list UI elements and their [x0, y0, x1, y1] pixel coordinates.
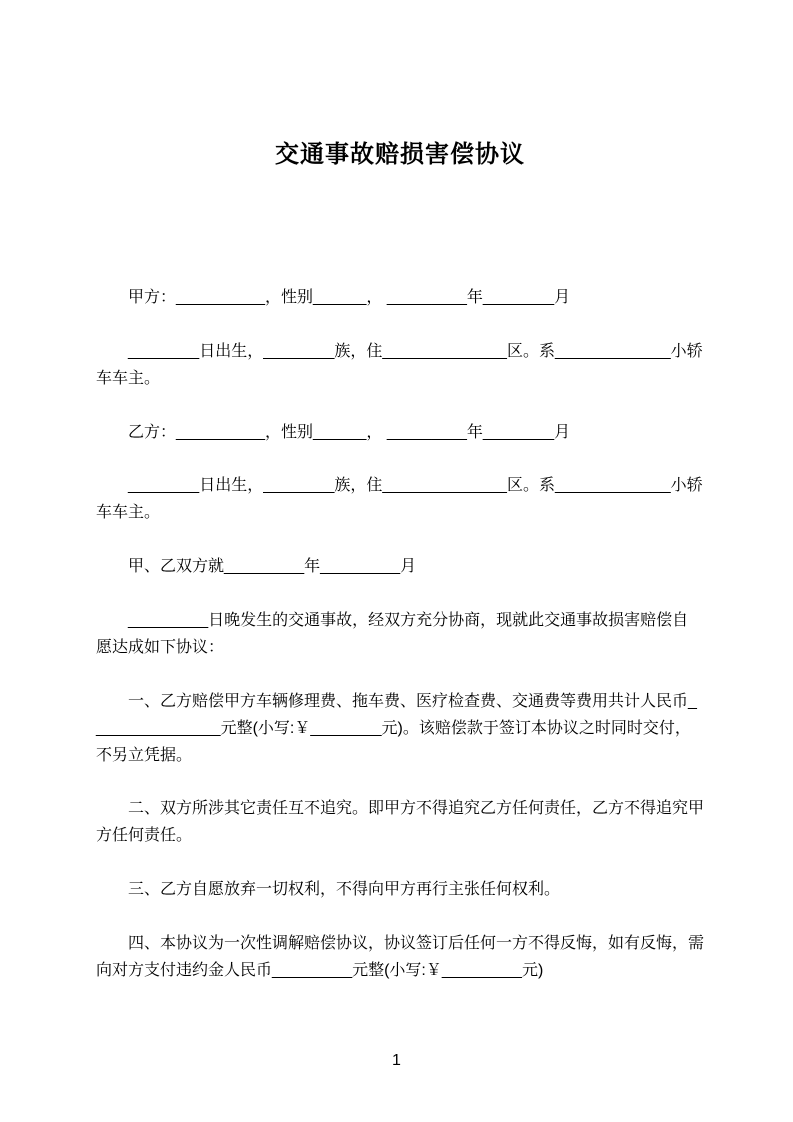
party-a-line: 甲方：__________，性别______， _________年________月 [128, 289, 571, 306]
clause-4-penalty: 四、本协议为一次性调解赔偿协议，协议签订后任何一方不得反悔，如有反悔，需向对方支付违约金人民币_________元整(小写:￥_________元) [96, 934, 705, 979]
agreement-date-line: 甲、乙双方就_________年_________月 [128, 558, 417, 575]
accident-intro-paragraph: _________日晚发生的交通事故，经双方充分协商，现就此交通事故损害赔偿自愿达成如下协议： [96, 611, 689, 656]
party-a-birth-line: ________日出生，________族，住______________区。系_____________小轿车车主。 [96, 342, 703, 387]
document-title: 交通事故赔损害偿协议 [275, 141, 525, 168]
clause-2-liability: 二、双方所涉其它责任互不追究。即甲方不得追究乙方任何责任，乙方不得追究甲方任何责任。 [96, 800, 705, 845]
clause-3-waiver: 三、乙方自愿放弃一切权利，不得向甲方再行主张任何权利。 [128, 881, 561, 898]
party-b-birth-line: ________日出生，________族，住______________区。系_____________小轿车车主。 [96, 477, 703, 522]
clause-1-compensation: 一、乙方赔偿甲方车辆修理费、拖车费、医疗检查费、交通费等费用共计人民币_______________元整(小写:￥________元)。该赔偿款于签订本协议之时同时交付，不另立凭据。 [96, 692, 697, 764]
party-b-line: 乙方：__________，性别______， _________年________月 [128, 423, 571, 441]
page-number: 1 [392, 1052, 401, 1069]
